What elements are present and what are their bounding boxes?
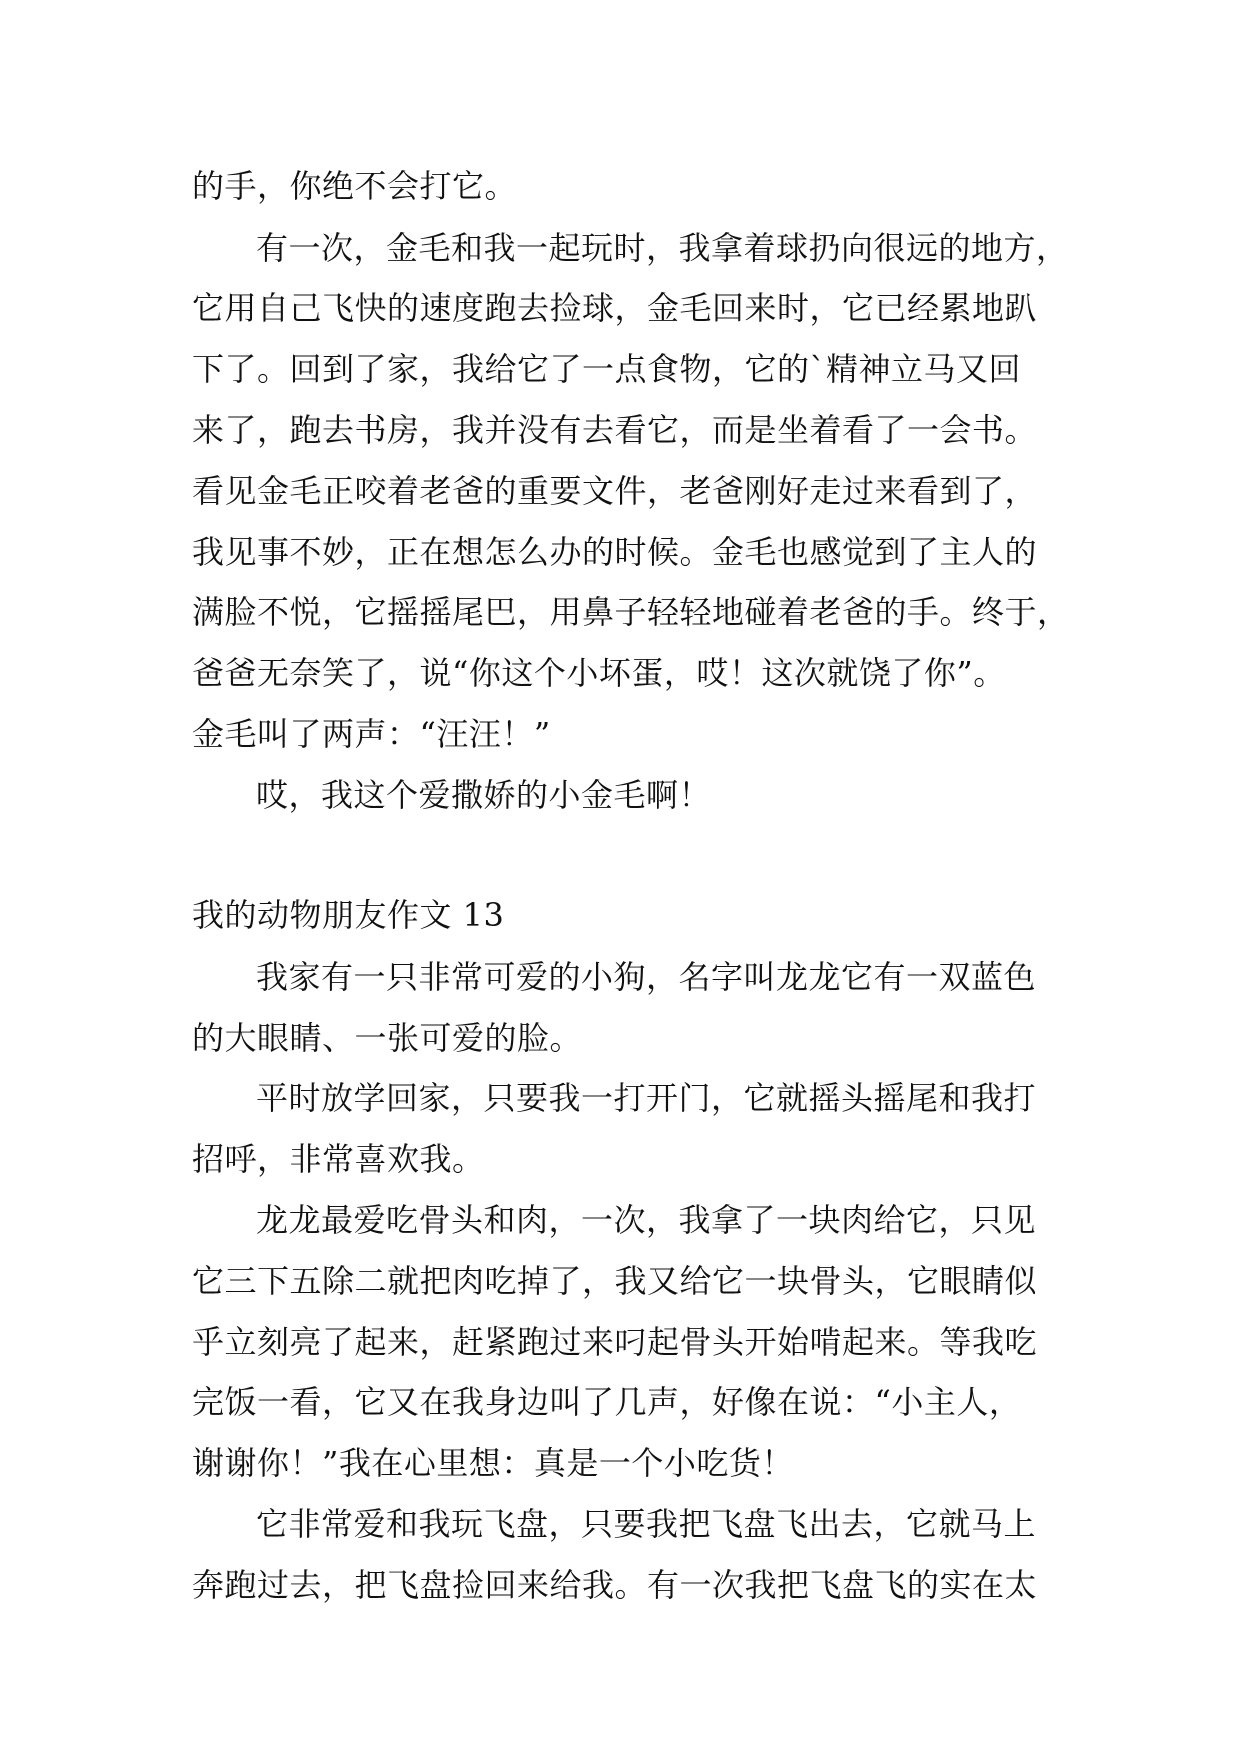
paragraph-start-line: 龙龙最爱吃骨头和肉，一次，我拿了一块肉给它，只见 bbox=[256, 1201, 1037, 1239]
text-line: 它三下五除二就把肉吃掉了，我又给它一块骨头，它眼睛似 bbox=[192, 1262, 1038, 1300]
text-line: 它用自己飞快的速度跑去捡球，金毛回来时，它已经累地趴 bbox=[192, 289, 1038, 327]
text-line: 爸爸无奈笑了，说“你这个小坏蛋，哎！这次就饶了你”。 bbox=[192, 654, 1006, 692]
text-line: 招呼，非常喜欢我。 bbox=[192, 1140, 485, 1178]
paragraph-start-line: 平时放学回家，只要我一打开门，它就摇头摇尾和我打 bbox=[256, 1079, 1037, 1117]
text-line: 的手，你绝不会打它。 bbox=[192, 167, 518, 205]
text-line: 满脸不悦，它摇摇尾巴，用鼻子轻轻地碰着老爸的手。终于， bbox=[192, 593, 1070, 631]
paragraph-start-line: 它非常爱和我玩飞盘，只要我把飞盘飞出去，它就马上 bbox=[256, 1505, 1037, 1543]
text-line: 我见事不妙，正在想怎么办的时候。金毛也感觉到了主人的 bbox=[192, 533, 1038, 571]
text-line: 金毛叫了两声：“汪汪！” bbox=[192, 715, 551, 753]
text-line: 看见金毛正咬着老爸的重要文件，老爸刚好走过来看到了， bbox=[192, 472, 1038, 510]
text-line: 谢谢你！”我在心里想：真是一个小吃货！ bbox=[192, 1444, 794, 1482]
text-line: 下了。回到了家，我给它了一点食物，它的`精神立马又回 bbox=[192, 350, 1022, 388]
section-heading: 我的动物朋友作文 13 bbox=[192, 896, 505, 934]
paragraph-start-line: 我家有一只非常可爱的小狗，名字叫龙龙它有一双蓝色 bbox=[256, 958, 1037, 996]
text-line: 的大眼睛、一张可爱的脸。 bbox=[192, 1019, 583, 1057]
paragraph-start-line: 有一次，金毛和我一起玩时，我拿着球扔向很远的地方， bbox=[256, 229, 1069, 267]
text-line: 来了，跑去书房，我并没有去看它，而是坐着看了一会书。 bbox=[192, 411, 1038, 449]
text-line: 奔跑过去，把飞盘捡回来给我。有一次我把飞盘飞的实在太 bbox=[192, 1566, 1038, 1604]
text-line: 完饭一看，它又在我身边叫了几声，好像在说：“小主人， bbox=[192, 1383, 1022, 1421]
paragraph-start-line: 哎，我这个爱撒娇的小金毛啊！ bbox=[256, 776, 712, 814]
text-line: 乎立刻亮了起来，赶紧跑过来叼起骨头开始啃起来。等我吃 bbox=[192, 1323, 1038, 1361]
